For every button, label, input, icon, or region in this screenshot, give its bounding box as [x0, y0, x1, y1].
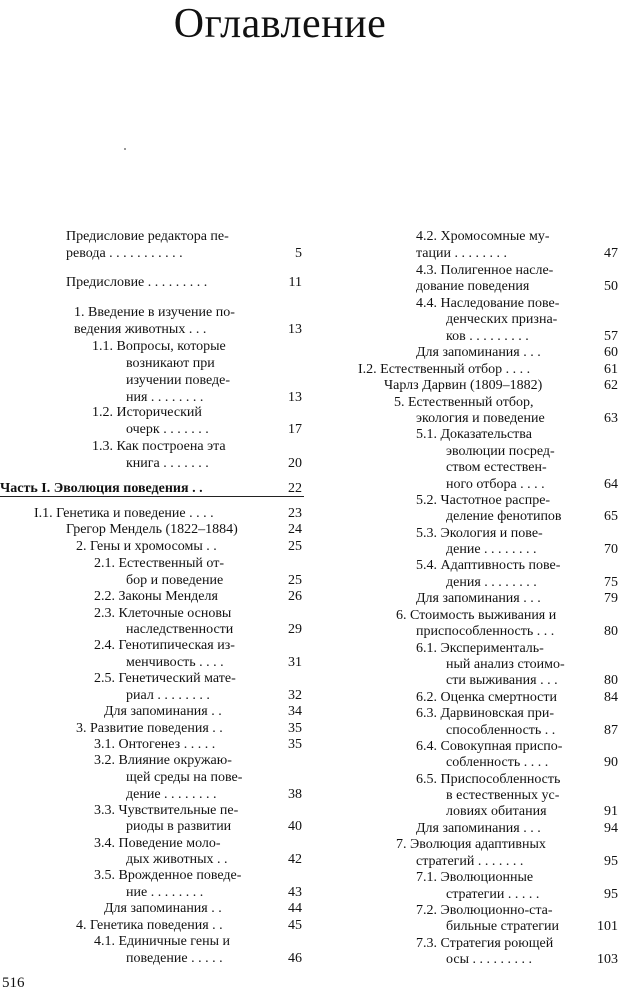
toc-entry-text: 3.2. Влияние окружаю-	[94, 753, 232, 768]
toc-entry-text: наследственности	[126, 622, 234, 637]
toc-entry-text: 5.4. Адаптивность пове-	[416, 558, 561, 573]
toc-entry-page: 25	[288, 539, 302, 554]
toc-entry-text: I.2. Естественный отбор . . . .	[358, 362, 531, 377]
toc-entry-page: 23	[288, 506, 302, 521]
speck	[124, 148, 126, 150]
toc-entry-page: 94	[604, 821, 618, 836]
toc-entry-text: 5.1. Доказательства	[416, 427, 532, 442]
toc-entry-page: 31	[288, 655, 302, 670]
toc-entry-text: 3. Развитие поведения . .	[76, 721, 223, 736]
toc-entry-text: Предисловие редактора пе-	[66, 229, 229, 244]
toc-entry-text: экология и поведение	[416, 411, 545, 426]
toc-entry-text: 1.1. Вопросы, которые	[92, 339, 226, 354]
toc-entry-text: 1.3. Как построена эта	[92, 439, 226, 454]
toc-entry-text: приспособленность . . .	[416, 624, 555, 639]
toc-entry-page: 35	[288, 737, 302, 752]
toc-entry-text: ного отбора . . . .	[446, 477, 545, 492]
toc-entry-page: 44	[288, 901, 302, 916]
toc-entry-text: Для запоминания . . .	[416, 591, 541, 606]
toc-entry-text: ние . . . . . . . .	[126, 885, 204, 900]
toc-entry-text: ревода . . . . . . . . . . .	[66, 246, 183, 261]
toc-entry-page: 47	[604, 246, 618, 261]
toc-entry-page: 34	[288, 704, 302, 719]
toc-entry-page: 26	[288, 589, 302, 604]
toc-entry-page: 43	[288, 885, 302, 900]
toc-entry-text: поведение . . . . .	[126, 951, 223, 966]
toc-entry-page: 64	[604, 477, 618, 492]
toc-entry-page: 87	[604, 723, 618, 738]
toc-entry-text: ков . . . . . . . . .	[446, 329, 529, 344]
toc-entry-page: 42	[288, 852, 302, 867]
toc-entry-text: ный анализ стоимо-	[446, 657, 565, 672]
toc-entry-text: Для запоминания . .	[104, 704, 222, 719]
toc-entry-text: дения . . . . . . . .	[446, 575, 537, 590]
toc-entry-text: Для запоминания . . .	[416, 821, 541, 836]
toc-entry-text: менчивость . . . .	[126, 655, 224, 670]
toc-entry-page: 17	[288, 422, 302, 437]
page-title: Оглавление	[173, 1, 387, 47]
toc-entry-page: 79	[604, 591, 618, 606]
toc-entry-text: ведения животных . . .	[74, 322, 207, 337]
toc-entry-page: 20	[288, 456, 302, 471]
toc-entry-text: 6.4. Совокупная приспо-	[416, 739, 563, 754]
toc-entry-page: 84	[604, 690, 618, 705]
toc-entry-text: в естественных ус-	[446, 788, 560, 803]
toc-entry-text: Грегор Мендель (1822–1884)	[66, 522, 238, 537]
toc-entry-page: 63	[604, 411, 618, 426]
toc-entry-text: 5.3. Экология и пове-	[416, 526, 543, 541]
toc-entry-text: 3.4. Поведение моло-	[94, 836, 221, 851]
toc-entry-page: 46	[288, 951, 302, 966]
toc-entry-page: 95	[604, 887, 618, 902]
toc-entry-text: 1.2. Исторический	[92, 405, 202, 420]
toc-entry-text: Часть I. Эволюция поведения . .	[0, 481, 203, 496]
toc-entry-text: 4.2. Хромосомные му-	[416, 229, 550, 244]
toc-entry-text: ством естествен-	[446, 460, 547, 475]
toc-entry-text: дение . . . . . . . .	[126, 787, 217, 802]
toc-entry-text: 2.3. Клеточные основы	[94, 606, 232, 621]
part-rule	[0, 496, 304, 497]
toc-entry-page: 80	[604, 673, 618, 688]
toc-entry-text: 4. Генетика поведения . .	[76, 918, 223, 933]
toc-entry-text: 5. Естественный отбор,	[394, 395, 534, 410]
toc-entry-text: эволюции посред-	[446, 444, 555, 459]
toc-entry-page: 45	[288, 918, 302, 933]
toc-entry-text: дование поведения	[416, 279, 530, 294]
toc-entry-page: 13	[288, 390, 302, 405]
toc-entry-text: Предисловие . . . . . . . . .	[66, 275, 208, 290]
toc-entry-text: денческих призна-	[446, 312, 558, 327]
toc-entry-text: 1. Введение в изучение по-	[74, 305, 235, 320]
toc-entry-text: очерк . . . . . . .	[126, 422, 209, 437]
toc-entry-page: 101	[597, 919, 618, 934]
toc-entry-text: 3.1. Онтогенез . . . . .	[94, 737, 216, 752]
toc-entry-text: стратегии . . . . .	[446, 887, 540, 902]
toc-entry-page: 24	[288, 522, 302, 537]
page-number: 516	[2, 975, 25, 991]
toc-entry-text: книга . . . . . . .	[126, 456, 209, 471]
toc-entry-text: 3.3. Чувствительные пе-	[94, 803, 239, 818]
toc-entry-text: 7. Эволюция адаптивных	[396, 837, 546, 852]
toc-entry-page: 91	[604, 804, 618, 819]
toc-entry-text: 2.5. Генетический мате-	[94, 671, 236, 686]
toc-entry-page: 32	[288, 688, 302, 703]
toc-entry-text: риал . . . . . . . .	[126, 688, 210, 703]
toc-entry-text: осы . . . . . . . . .	[446, 952, 532, 967]
toc-entry-text: ловиях обитания	[446, 804, 547, 819]
toc-entry-text: ния . . . . . . . .	[126, 390, 204, 405]
toc-entry-text: 2.2. Законы Менделя	[94, 589, 218, 604]
toc-entry-text: дых животных . .	[126, 852, 228, 867]
toc-entry-text: 6.1. Эксперименталь-	[416, 641, 544, 656]
toc-entry-page: 22	[288, 481, 302, 496]
toc-entry-page: 62	[604, 378, 618, 393]
toc-entry-page: 50	[604, 279, 618, 294]
toc-entry-text: бор и поведение	[126, 573, 224, 588]
toc-entry-text: сти выживания . . .	[446, 673, 558, 688]
toc-entry-page: 25	[288, 573, 302, 588]
toc-entry-text: 7.1. Эволюционные	[416, 870, 534, 885]
toc-entry-page: 61	[604, 362, 618, 377]
toc-entry-page: 40	[288, 819, 302, 834]
toc-entry-text: способленность . .	[446, 723, 556, 738]
toc-entry-page: 29	[288, 622, 302, 637]
toc-entry-text: 7.2. Эволюционно-ста-	[416, 903, 553, 918]
toc-entry-text: собленность . . . .	[446, 755, 549, 770]
toc-entry-text: возникают при	[126, 356, 215, 371]
toc-entry-page: 65	[604, 509, 618, 524]
toc-entry-text: бильные стратегии	[446, 919, 560, 934]
toc-entry-text: стратегий . . . . . . .	[416, 854, 524, 869]
toc-entry-page: 95	[604, 854, 618, 869]
toc-entry-page: 5	[295, 246, 302, 261]
toc-entry-page: 60	[604, 345, 618, 360]
toc-entry-text: деление фенотипов	[446, 509, 562, 524]
toc-entry-text: изучении поведе-	[126, 373, 231, 388]
toc-entry-page: 38	[288, 787, 302, 802]
toc-entry-text: 4.4. Наследование пове-	[416, 296, 560, 311]
toc-entry-text: 6.2. Оценка смертности	[416, 690, 557, 705]
toc-entry-page: 80	[604, 624, 618, 639]
toc-entry-text: 2.1. Естественный от-	[94, 556, 224, 571]
toc-entry-text: 3.5. Врожденное поведе-	[94, 868, 242, 883]
toc-entry-page: 11	[288, 275, 302, 290]
toc-entry-text: щей среды на пове-	[126, 770, 243, 785]
toc-entry-text: 4.3. Полигенное насле-	[416, 263, 554, 278]
toc-entry-text: 6.3. Дарвиновская при-	[416, 706, 554, 721]
toc-entry-text: риоды в развитии	[126, 819, 232, 834]
toc-entry-page: 70	[604, 542, 618, 557]
toc-entry-text: 6. Стоимость выживания и	[396, 608, 557, 623]
toc-entry-text: тации . . . . . . . .	[416, 246, 507, 261]
toc-entry-text: 2. Гены и хромосомы . .	[76, 539, 217, 554]
toc-entry-page: 57	[604, 329, 618, 344]
toc-entry-page: 90	[604, 755, 618, 770]
toc-entry-text: Для запоминания . . .	[416, 345, 541, 360]
toc-entry-text: 4.1. Единичные гены и	[94, 934, 230, 949]
toc-entry-text: I.1. Генетика и поведение . . . .	[34, 506, 214, 521]
toc-entry-text: 5.2. Частотное распре-	[416, 493, 551, 508]
toc-entry-text: 6.5. Приспособленность	[416, 772, 561, 787]
toc-entry-text: дение . . . . . . . .	[446, 542, 537, 557]
toc-entry-page: 35	[288, 721, 302, 736]
toc-entry-page: 103	[597, 952, 618, 967]
toc-entry-text: Чарлз Дарвин (1809–1882)	[384, 378, 543, 393]
toc-entry-page: 13	[288, 322, 302, 337]
toc-entry-page: 75	[604, 575, 618, 590]
toc-entry-text: 7.3. Стратегия роющей	[416, 936, 554, 951]
toc-entry-text: Для запоминания . .	[104, 901, 222, 916]
toc-entry-text: 2.4. Генотипическая из-	[94, 638, 235, 653]
